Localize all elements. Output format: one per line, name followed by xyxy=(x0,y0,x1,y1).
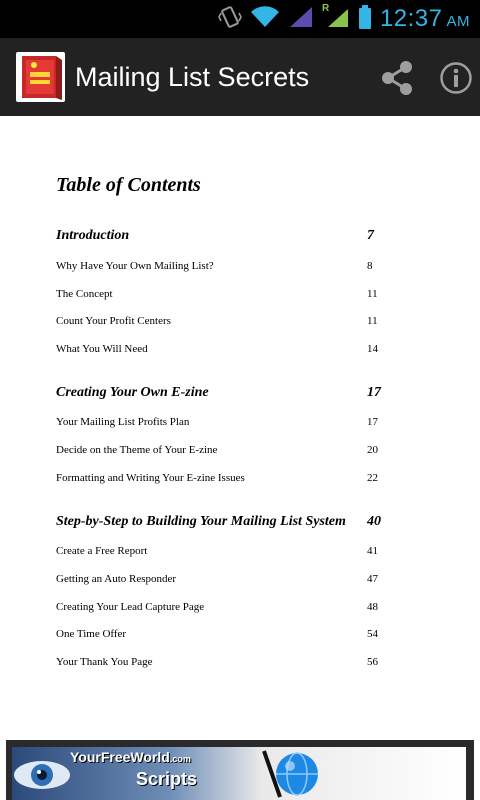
action-bar xyxy=(0,38,480,116)
app-title: Mailing List Secrets xyxy=(75,62,310,92)
toc-entry-title: Why Have Your Own Mailing List? xyxy=(56,260,214,272)
toc-section-introduction[interactable] xyxy=(56,228,386,248)
roaming-indicator: R xyxy=(321,2,330,14)
document-page[interactable] xyxy=(0,116,480,740)
toc-section-title: Introduction xyxy=(56,228,130,243)
toc-entry-page: 17 xyxy=(367,416,378,428)
ad-brand-name: YourFreeWorld xyxy=(70,749,170,765)
toc-entry[interactable] xyxy=(56,656,386,676)
signal-icon xyxy=(288,5,314,34)
toc-entry[interactable] xyxy=(56,315,386,335)
toc-section-title: Creating Your Own E-zine xyxy=(56,385,209,400)
wifi-icon xyxy=(250,5,280,34)
status-icons xyxy=(218,0,470,38)
toc-entry-page: 8 xyxy=(367,260,373,272)
share-button[interactable] xyxy=(376,57,418,99)
toc-entry[interactable] xyxy=(56,288,386,308)
toc-entry-title: Getting an Auto Responder xyxy=(56,573,177,585)
toc-section-title: Step-by-Step to Building Your Mailing List System xyxy=(56,514,346,529)
mailing-list-book-icon xyxy=(16,52,65,102)
battery-icon xyxy=(358,4,372,35)
toc-entry-page: 11 xyxy=(367,315,378,327)
toc-title: Table of Contents xyxy=(56,174,201,196)
toc-entry-title: Decide on the Theme of Your E-zine xyxy=(56,444,218,456)
toc-entry-title: Create a Free Report xyxy=(56,545,148,557)
info-button[interactable] xyxy=(436,57,476,99)
eye-icon xyxy=(12,747,72,800)
toc-section-page: 40 xyxy=(367,514,381,529)
toc-entry-page: 14 xyxy=(367,343,378,355)
signal-roaming-icon xyxy=(321,2,350,34)
app-icon[interactable] xyxy=(16,52,65,102)
status-bar xyxy=(0,0,480,38)
toc-entry[interactable] xyxy=(56,260,386,280)
ad-banner[interactable] xyxy=(6,740,474,800)
toc-entry-title: What You Will Need xyxy=(56,343,148,355)
ad-subtitle: Scripts xyxy=(136,769,198,789)
toc-section-creating-ezine[interactable] xyxy=(56,385,386,405)
toc-entry-page: 47 xyxy=(367,573,378,585)
toc-entry[interactable] xyxy=(56,416,386,436)
toc-entry[interactable] xyxy=(56,444,386,464)
toc-entry-title: One Time Offer xyxy=(56,628,127,640)
toc-entry-page: 20 xyxy=(367,444,378,456)
toc-entry[interactable] xyxy=(56,573,386,593)
toc-entry-title: Count Your Profit Centers xyxy=(56,315,171,327)
clock-ampm: AM xyxy=(446,13,470,30)
toc-entry[interactable] xyxy=(56,601,386,621)
toc-entry-title: Your Mailing List Profits Plan xyxy=(56,416,190,428)
ad-banner-image[interactable] xyxy=(12,747,466,800)
toc-section-building-system[interactable] xyxy=(56,514,386,534)
toc-entry[interactable] xyxy=(56,472,386,492)
vibrate-icon xyxy=(218,4,242,35)
info-icon xyxy=(439,61,473,95)
toc-entry-title: The Concept xyxy=(56,288,113,300)
toc-entry-page: 11 xyxy=(367,288,378,300)
toc-entry-page: 22 xyxy=(367,472,378,484)
toc-entry[interactable] xyxy=(56,545,386,565)
ad-brand xyxy=(70,749,191,765)
globe-icon xyxy=(274,751,320,797)
toc-entry-page: 41 xyxy=(367,545,378,557)
toc-section-page: 17 xyxy=(367,385,381,400)
toc-entry[interactable] xyxy=(56,343,386,363)
toc-entry-page: 54 xyxy=(367,628,378,640)
toc-entry-title: Formatting and Writing Your E-zine Issues xyxy=(56,472,245,484)
toc-entry-page: 48 xyxy=(367,601,378,613)
status-clock xyxy=(380,5,470,33)
toc-entry-title: Your Thank You Page xyxy=(56,656,153,668)
toc-section-page: 7 xyxy=(367,228,374,243)
toc-entry[interactable] xyxy=(56,628,386,648)
toc-entry-title: Creating Your Lead Capture Page xyxy=(56,601,205,613)
share-icon xyxy=(379,59,415,97)
ad-brand-suffix: .com xyxy=(169,754,191,764)
clock-time: 12:37 xyxy=(379,5,443,32)
toc-entry-page: 56 xyxy=(367,656,378,668)
